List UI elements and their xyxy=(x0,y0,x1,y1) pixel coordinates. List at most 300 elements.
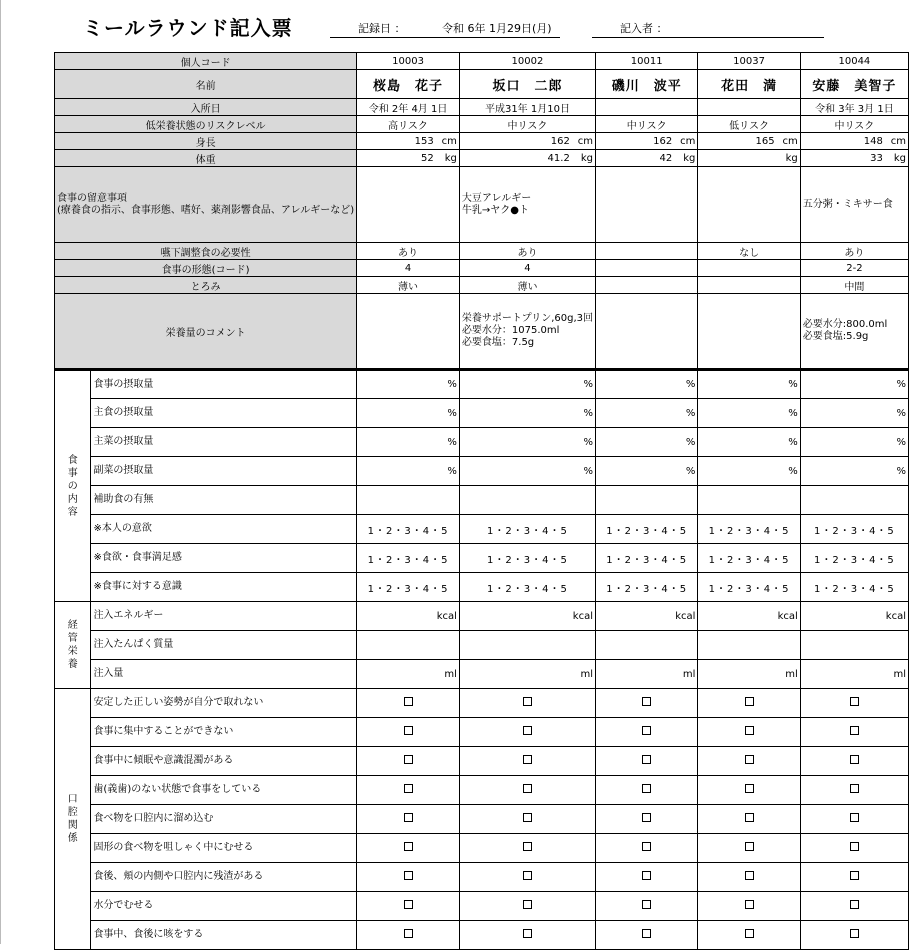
kcal-unit: kcal xyxy=(777,610,798,622)
weight-value: 52 xyxy=(420,152,434,164)
admission-date-cell: 平成31年 1月10日 xyxy=(459,99,595,116)
check-cell[interactable] xyxy=(459,747,595,776)
checkbox[interactable] xyxy=(404,929,413,938)
personal-code-row xyxy=(55,53,909,70)
tube-energy-cell[interactable] xyxy=(596,602,698,631)
check-cell[interactable] xyxy=(596,921,698,950)
meal-form-code-row xyxy=(55,260,909,277)
ml-unit: ml xyxy=(682,668,696,680)
rating-scale-cell[interactable]: 1・2・3・4・5 xyxy=(800,544,908,573)
percent-unit: % xyxy=(896,436,906,448)
meal-notes-cell[interactable]: 大豆アレルギー 牛乳→ヤク●ト xyxy=(459,167,595,243)
checkbox[interactable] xyxy=(523,842,532,851)
nutrition-comment-cell[interactable]: 必要水分:800.0ml 必要食塩:5.9g xyxy=(800,294,908,370)
meal-content-row xyxy=(55,486,909,515)
meal-content-item-label: 主菜の摂取量 xyxy=(91,428,357,457)
check-cell[interactable] xyxy=(800,747,908,776)
meal-content-row xyxy=(55,573,909,602)
checkbox[interactable] xyxy=(523,900,532,909)
meal-content-row xyxy=(55,515,909,544)
percent-unit: % xyxy=(583,465,593,477)
nutrition-comment-cell[interactable]: 栄養サポートプリン,60g,3回 必要水分：1075.0ml 必要食塩：7.5g xyxy=(459,294,595,370)
height-value: 153 xyxy=(414,135,434,147)
height-value: 165 xyxy=(755,135,775,147)
personal-code-cell: 10011 xyxy=(596,53,698,70)
percent-unit: % xyxy=(896,465,906,477)
rating-scale-cell[interactable]: 1・2・3・4・5 xyxy=(357,515,460,544)
oral-row xyxy=(55,689,909,718)
checkbox[interactable] xyxy=(404,871,413,880)
percent-unit: % xyxy=(583,379,593,390)
oral-row xyxy=(55,834,909,863)
checkbox[interactable] xyxy=(642,755,651,764)
intake-percent-cell[interactable] xyxy=(459,399,595,428)
checkbox[interactable] xyxy=(745,929,754,938)
weight-unit: kg xyxy=(444,152,457,164)
check-cell[interactable] xyxy=(459,921,595,950)
check-cell[interactable] xyxy=(596,776,698,805)
meal-form-code-cell xyxy=(698,260,800,277)
intake-percent-cell[interactable] xyxy=(698,457,800,486)
check-cell[interactable] xyxy=(459,718,595,747)
meal-content-item-label: 食事の摂取量 xyxy=(91,370,357,399)
meal-notes-cell[interactable] xyxy=(596,167,698,243)
checkbox[interactable] xyxy=(523,871,532,880)
swallow-adjust-cell: あり xyxy=(459,243,595,260)
check-cell[interactable] xyxy=(459,834,595,863)
intake-percent-cell[interactable] xyxy=(800,399,908,428)
weight-value: 41.2 xyxy=(547,152,570,164)
checkbox[interactable] xyxy=(642,813,651,822)
percent-unit: % xyxy=(788,436,798,448)
percent-unit: % xyxy=(583,407,593,419)
check-cell[interactable] xyxy=(698,805,800,834)
weight-cell[interactable] xyxy=(357,150,460,167)
admission-date-cell: 令和 2年 4月 1日 xyxy=(357,99,460,116)
rating-scale-cell[interactable]: 1・2・3・4・5 xyxy=(596,544,698,573)
checkbox[interactable] xyxy=(523,929,532,938)
kcal-unit: kcal xyxy=(436,610,457,622)
height-unit: cm xyxy=(577,135,593,147)
percent-unit: % xyxy=(896,379,906,390)
tube-volume-cell[interactable] xyxy=(459,660,595,689)
meal-form-code-cell: 4 xyxy=(459,260,595,277)
check-cell[interactable] xyxy=(698,689,800,718)
tube-volume-cell[interactable] xyxy=(698,660,800,689)
check-cell[interactable] xyxy=(357,921,460,950)
intake-percent-cell[interactable] xyxy=(596,399,698,428)
height-label: 身長 xyxy=(55,133,357,150)
meal-content-item-label: ※本人の意欲 xyxy=(91,515,357,544)
checkbox[interactable] xyxy=(404,726,413,735)
supplement-cell[interactable] xyxy=(800,486,908,515)
oral-item-label: 安定した正しい姿勢が自分で取れない xyxy=(91,689,357,718)
tube-energy-cell[interactable] xyxy=(357,602,460,631)
intake-percent-cell[interactable] xyxy=(357,457,460,486)
meal-round-sheet xyxy=(54,52,909,950)
risk-level-label: 低栄養状態のリスクレベル xyxy=(55,116,357,133)
admission-date-row xyxy=(55,99,909,116)
nutrition-comment-cell[interactable] xyxy=(596,294,698,370)
checkbox[interactable] xyxy=(745,755,754,764)
check-cell[interactable] xyxy=(698,718,800,747)
percent-unit: % xyxy=(447,436,457,448)
intake-percent-cell[interactable] xyxy=(698,370,800,399)
checkbox[interactable] xyxy=(850,871,859,880)
thickness-row xyxy=(55,277,909,294)
height-unit: cm xyxy=(441,135,457,147)
oral-item-label: 食後、頬の内側や口腔内に残渣がある xyxy=(91,863,357,892)
checkbox[interactable] xyxy=(850,900,859,909)
ml-unit: ml xyxy=(893,668,906,680)
swallow-adjust-row xyxy=(55,243,909,260)
supplement-cell[interactable] xyxy=(698,486,800,515)
checkbox[interactable] xyxy=(850,755,859,764)
personal-code-cell: 10044 xyxy=(800,53,908,70)
meal-form-code-cell xyxy=(596,260,698,277)
check-cell[interactable] xyxy=(459,892,595,921)
thickness-label: とろみ xyxy=(55,277,357,294)
check-cell[interactable] xyxy=(800,863,908,892)
tube-volume-cell[interactable] xyxy=(596,660,698,689)
meal-content-row xyxy=(55,428,909,457)
check-cell[interactable] xyxy=(459,863,595,892)
nutrition-comment-cell[interactable] xyxy=(357,294,460,370)
admission-date-cell xyxy=(596,99,698,116)
check-cell[interactable] xyxy=(357,805,460,834)
percent-unit: % xyxy=(788,379,798,390)
risk-level-cell: 中リスク xyxy=(596,116,698,133)
checkbox[interactable] xyxy=(404,697,413,706)
page-title: ミールラウンド記入票 xyxy=(83,16,293,40)
weight-unit: kg xyxy=(785,152,798,164)
resident-name-cell: 坂口 二郎 xyxy=(459,70,595,99)
check-cell[interactable] xyxy=(596,892,698,921)
meal-content-row xyxy=(55,399,909,428)
rating-scale-cell[interactable]: 1・2・3・4・5 xyxy=(698,573,800,602)
intake-percent-cell[interactable] xyxy=(357,428,460,457)
check-cell[interactable] xyxy=(800,834,908,863)
risk-level-cell: 中リスク xyxy=(459,116,595,133)
personal-code-cell: 10002 xyxy=(459,53,595,70)
height-unit: cm xyxy=(782,135,798,147)
percent-unit: % xyxy=(685,379,696,390)
percent-unit: % xyxy=(447,465,457,477)
check-cell[interactable] xyxy=(596,689,698,718)
tube-energy-cell[interactable] xyxy=(459,602,595,631)
weight-unit: kg xyxy=(683,152,696,164)
checkbox[interactable] xyxy=(745,697,754,706)
check-cell[interactable] xyxy=(698,776,800,805)
intake-percent-cell[interactable] xyxy=(698,428,800,457)
checkbox[interactable] xyxy=(404,900,413,909)
intake-percent-cell[interactable] xyxy=(800,428,908,457)
oral-row xyxy=(55,776,909,805)
oral-row xyxy=(55,892,909,921)
percent-unit: % xyxy=(583,436,593,448)
height-cell[interactable] xyxy=(800,133,908,150)
meal-notes-cell[interactable]: 五分粥・ミキサー食 xyxy=(800,167,908,243)
check-cell[interactable] xyxy=(459,776,595,805)
tube-feeding-row xyxy=(55,602,909,631)
meal-content-item-label: 補助食の有無 xyxy=(91,486,357,515)
rating-scale-cell[interactable]: 1・2・3・4・5 xyxy=(800,515,908,544)
check-cell[interactable] xyxy=(800,921,908,950)
tube-feeding-item-label: 注入たんぱく質量 xyxy=(91,631,357,660)
checkbox[interactable] xyxy=(523,784,532,793)
checkbox[interactable] xyxy=(745,871,754,880)
check-cell[interactable] xyxy=(800,718,908,747)
resident-name-label: 名前 xyxy=(55,70,357,99)
recorder-label: 記入者 ： xyxy=(620,22,668,35)
checkbox[interactable] xyxy=(642,784,651,793)
tube-energy-cell[interactable] xyxy=(698,602,800,631)
percent-unit: % xyxy=(447,407,457,419)
meal-content-item-label: ※食事に対する意識 xyxy=(91,573,357,602)
supplement-cell[interactable] xyxy=(357,486,460,515)
tube-feeding-item-label: 注入量 xyxy=(91,660,357,689)
sheet-edge xyxy=(0,0,1,944)
weight-row xyxy=(55,150,909,167)
intake-percent-cell[interactable] xyxy=(596,428,698,457)
nutrition-comment-label: 栄養量のコメント xyxy=(55,294,357,370)
admission-date-cell: 令和 3年 3月 1日 xyxy=(800,99,908,116)
tube-protein-cell[interactable] xyxy=(800,631,908,660)
tube-energy-cell[interactable] xyxy=(800,602,908,631)
height-cell[interactable] xyxy=(357,133,460,150)
thickness-cell xyxy=(596,277,698,294)
meal-content-row xyxy=(55,457,909,486)
intake-percent-cell[interactable] xyxy=(459,428,595,457)
checkbox[interactable] xyxy=(642,929,651,938)
kcal-unit: kcal xyxy=(675,610,696,622)
resident-name-cell: 磯川 波平 xyxy=(596,70,698,99)
tube-feeding-row xyxy=(55,631,909,660)
resident-name-cell: 花田 満 xyxy=(698,70,800,99)
thickness-cell xyxy=(698,277,800,294)
intake-percent-cell[interactable] xyxy=(698,399,800,428)
percent-unit: % xyxy=(788,407,798,419)
checkbox[interactable] xyxy=(850,842,859,851)
checkbox[interactable] xyxy=(850,697,859,706)
check-cell[interactable] xyxy=(698,834,800,863)
check-cell[interactable] xyxy=(800,892,908,921)
checkbox[interactable] xyxy=(642,900,651,909)
personal-code-cell: 10037 xyxy=(698,53,800,70)
thickness-cell: 薄い xyxy=(459,277,595,294)
meal-form-code-cell: 4 xyxy=(357,260,460,277)
meal-notes-row xyxy=(55,167,909,243)
ml-unit: ml xyxy=(785,668,798,680)
percent-unit: % xyxy=(685,436,696,448)
check-cell[interactable] xyxy=(698,921,800,950)
checkbox[interactable] xyxy=(404,755,413,764)
check-cell[interactable] xyxy=(459,689,595,718)
check-cell[interactable] xyxy=(800,776,908,805)
check-cell[interactable] xyxy=(800,805,908,834)
tube-feeding-row xyxy=(55,660,909,689)
checkbox[interactable] xyxy=(404,813,413,822)
weight-cell[interactable] xyxy=(800,150,908,167)
rating-scale-cell[interactable]: 1・2・3・4・5 xyxy=(596,515,698,544)
checkbox[interactable] xyxy=(745,842,754,851)
meal-form-code-cell: 2-2 xyxy=(800,260,908,277)
check-cell[interactable] xyxy=(698,863,800,892)
meal-content-section-label: 食 事 の 内 容 xyxy=(55,370,91,602)
intake-percent-cell[interactable] xyxy=(357,370,460,399)
checkbox[interactable] xyxy=(642,842,651,851)
check-cell[interactable] xyxy=(800,689,908,718)
checkbox[interactable] xyxy=(850,929,859,938)
record-date-label: 記録日 ： xyxy=(358,22,406,35)
percent-unit: % xyxy=(685,407,696,419)
intake-percent-cell[interactable] xyxy=(800,457,908,486)
checkbox[interactable] xyxy=(523,726,532,735)
checkbox[interactable] xyxy=(523,755,532,764)
supplement-cell[interactable] xyxy=(459,486,595,515)
ml-unit: ml xyxy=(580,668,593,680)
intake-percent-cell[interactable] xyxy=(800,370,908,399)
record-date-value: 令和 6年 1月29日(月) xyxy=(442,22,552,35)
check-cell[interactable] xyxy=(596,863,698,892)
swallow-adjust-cell: あり xyxy=(800,243,908,260)
checkbox[interactable] xyxy=(642,697,651,706)
rating-scale-cell[interactable]: 1・2・3・4・5 xyxy=(698,515,800,544)
supplement-cell[interactable] xyxy=(596,486,698,515)
height-value: 162 xyxy=(653,135,673,147)
checkbox[interactable] xyxy=(850,726,859,735)
recorder-field[interactable] xyxy=(592,37,824,38)
oral-item-label: 固形の食べ物を咀しゃく中にむせる xyxy=(91,834,357,863)
weight-label: 体重 xyxy=(55,150,357,167)
tube-protein-cell[interactable] xyxy=(459,631,595,660)
checkbox[interactable] xyxy=(642,726,651,735)
rating-scale-cell[interactable]: 1・2・3・4・5 xyxy=(459,544,595,573)
record-date-underline xyxy=(330,37,560,38)
weight-value: 42 xyxy=(659,152,673,164)
oral-item-label: 食べ物を口腔内に溜め込む xyxy=(91,805,357,834)
oral-row xyxy=(55,863,909,892)
tube-feeding-item-label: 注入エネルギー xyxy=(91,602,357,631)
checkbox[interactable] xyxy=(850,813,859,822)
rating-scale-cell[interactable]: 1・2・3・4・5 xyxy=(459,573,595,602)
risk-level-cell: 高リスク xyxy=(357,116,460,133)
percent-unit: % xyxy=(447,379,457,390)
personal-code-label: 個人コード xyxy=(55,53,357,70)
check-cell[interactable] xyxy=(357,863,460,892)
check-cell[interactable] xyxy=(596,718,698,747)
risk-level-cell: 低リスク xyxy=(698,116,800,133)
checkbox[interactable] xyxy=(523,697,532,706)
rating-scale-cell[interactable]: 1・2・3・4・5 xyxy=(596,573,698,602)
tube-volume-cell[interactable] xyxy=(800,660,908,689)
rating-scale-cell[interactable]: 1・2・3・4・5 xyxy=(459,515,595,544)
weight-cell[interactable] xyxy=(596,150,698,167)
check-cell[interactable] xyxy=(459,805,595,834)
checkbox[interactable] xyxy=(745,784,754,793)
percent-unit: % xyxy=(896,407,906,419)
oral-row xyxy=(55,718,909,747)
intake-percent-cell[interactable] xyxy=(596,370,698,399)
thickness-cell: 薄い xyxy=(357,277,460,294)
meal-notes-cell[interactable] xyxy=(698,167,800,243)
height-row xyxy=(55,133,909,150)
checkbox[interactable] xyxy=(404,842,413,851)
weight-cell[interactable] xyxy=(698,150,800,167)
rating-scale-cell[interactable]: 1・2・3・4・5 xyxy=(800,573,908,602)
checkbox[interactable] xyxy=(642,871,651,880)
oral-section-label: 口 腔 関 係 xyxy=(55,689,91,950)
meal-notes-cell[interactable] xyxy=(357,167,460,243)
check-cell[interactable] xyxy=(698,747,800,776)
height-unit: cm xyxy=(890,135,906,147)
oral-item-label: 食事中、食後に咳をする xyxy=(91,921,357,950)
tube-feeding-section-label: 経 管 栄 養 xyxy=(55,602,91,689)
kcal-unit: kcal xyxy=(572,610,593,622)
check-cell[interactable] xyxy=(357,689,460,718)
intake-percent-cell[interactable] xyxy=(596,457,698,486)
resident-name-row xyxy=(55,70,909,99)
nutrition-comment-row xyxy=(55,294,909,370)
checkbox[interactable] xyxy=(745,900,754,909)
meal-content-row xyxy=(55,370,909,399)
check-cell[interactable] xyxy=(357,892,460,921)
risk-level-row xyxy=(55,116,909,133)
checkbox[interactable] xyxy=(745,726,754,735)
checkbox[interactable] xyxy=(745,813,754,822)
kcal-unit: kcal xyxy=(885,610,906,622)
nutrition-comment-cell[interactable] xyxy=(698,294,800,370)
resident-name-cell: 桜島 花子 xyxy=(357,70,460,99)
oral-row xyxy=(55,747,909,776)
check-cell[interactable] xyxy=(357,718,460,747)
checkbox[interactable] xyxy=(523,813,532,822)
check-cell[interactable] xyxy=(698,892,800,921)
tube-protein-cell[interactable] xyxy=(357,631,460,660)
weight-cell[interactable] xyxy=(459,150,595,167)
check-cell[interactable] xyxy=(357,834,460,863)
meal-content-item-label: 副菜の摂取量 xyxy=(91,457,357,486)
intake-percent-cell[interactable] xyxy=(357,399,460,428)
tube-protein-cell[interactable] xyxy=(596,631,698,660)
weight-value: 33 xyxy=(870,152,883,164)
height-cell[interactable] xyxy=(459,133,595,150)
height-cell[interactable] xyxy=(698,133,800,150)
ml-unit: ml xyxy=(444,668,457,680)
height-cell[interactable] xyxy=(596,133,698,150)
rating-scale-cell[interactable]: 1・2・3・4・5 xyxy=(698,544,800,573)
check-cell[interactable] xyxy=(596,834,698,863)
tube-protein-cell[interactable] xyxy=(698,631,800,660)
percent-unit: % xyxy=(788,465,798,477)
checkbox[interactable] xyxy=(850,784,859,793)
check-cell[interactable] xyxy=(596,747,698,776)
thickness-cell: 中間 xyxy=(800,277,908,294)
checkbox[interactable] xyxy=(404,784,413,793)
check-cell[interactable] xyxy=(596,805,698,834)
oral-item-label: 食事中に傾眠や意識混濁がある xyxy=(91,747,357,776)
intake-percent-cell[interactable] xyxy=(459,370,595,399)
check-cell[interactable] xyxy=(357,747,460,776)
risk-level-cell: 中リスク xyxy=(800,116,908,133)
check-cell[interactable] xyxy=(357,776,460,805)
rating-scale-cell[interactable]: 1・2・3・4・5 xyxy=(357,573,460,602)
intake-percent-cell[interactable] xyxy=(459,457,595,486)
tube-volume-cell[interactable] xyxy=(357,660,460,689)
rating-scale-cell[interactable]: 1・2・3・4・5 xyxy=(357,544,460,573)
swallow-adjust-cell: なし xyxy=(698,243,800,260)
oral-item-label: 水分でむせる xyxy=(91,892,357,921)
